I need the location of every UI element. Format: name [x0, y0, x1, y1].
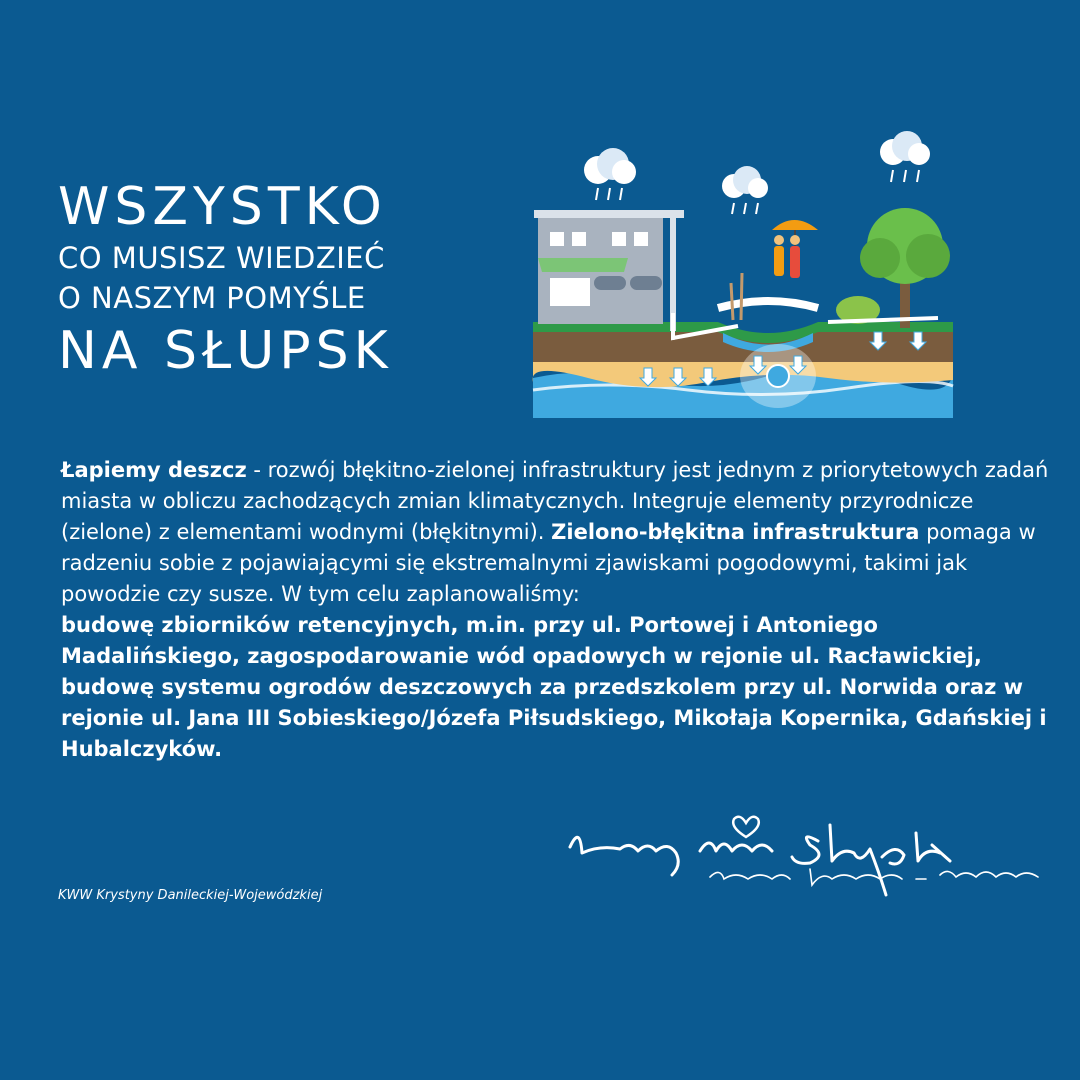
- headline: [58, 176, 478, 382]
- headline-line-1: WSZYSTKO: [58, 177, 387, 237]
- headline-line-3: O NASZYM POMYŚLE: [58, 281, 366, 315]
- slogan-handwriting: [570, 825, 950, 895]
- plans-bold: budowę zbiorników retencyjnych, m.in. przy ul. Portowej i Antoniego Madalińskiego, zagospodarowanie wód opadowych w rejonie ul. Racławickiej, budowę systemu ogrodów deszczowych za przedszkolem przy ul. Norwida oraz w rejonie ul. Jana III Sobieskiego/Józefa Piłsudskiego, Mikołaja Kopernika, Gdańskiej i Hubalczyków.: [61, 613, 1047, 761]
- heart-icon: [733, 817, 759, 837]
- committee-footer: KWW Krystyny Danileckiej-Wojewódzkiej: [58, 888, 323, 903]
- infrastructure-text: pomaga w radzeniu sobie z pojawiającymi się ekstremalnymi zjawiskami pogodowymi, takimi jak powodzie czy susze. W tym celu zaplanowaliśmy:: [61, 520, 1036, 606]
- description-paragraph: [61, 455, 1051, 765]
- lead-text: - rozwój błękitno-zielonej infrastruktury jest jednym z priorytetowych zadań miasta w obliczu zachodzących zmian klimatycznych. Integruje elementy przyrodnicze (zielone) z elementami wodnymi (błękitnymi).: [61, 458, 1049, 544]
- rain-cloud-icon-3: [880, 131, 930, 182]
- name-handwriting: [710, 869, 1038, 885]
- umbrella-couple-icon: [772, 220, 818, 278]
- rain-cloud-icon-2: [722, 166, 768, 214]
- lead-bold: Łapiemy deszcz: [61, 458, 247, 482]
- headline-line-2: CO MUSISZ WIEDZIEĆ: [58, 241, 385, 275]
- building-icon: [534, 210, 684, 331]
- rain-cloud-icon: [584, 148, 636, 200]
- blue-green-infrastructure-illustration: [528, 128, 958, 418]
- reeds: [731, 273, 742, 320]
- handwritten-signature: [560, 805, 1050, 905]
- headline-line-4: NA SŁUPSK: [58, 321, 393, 381]
- tree-icon: [836, 208, 950, 328]
- infrastructure-bold: Zielono-błękitna infrastruktura: [551, 520, 920, 544]
